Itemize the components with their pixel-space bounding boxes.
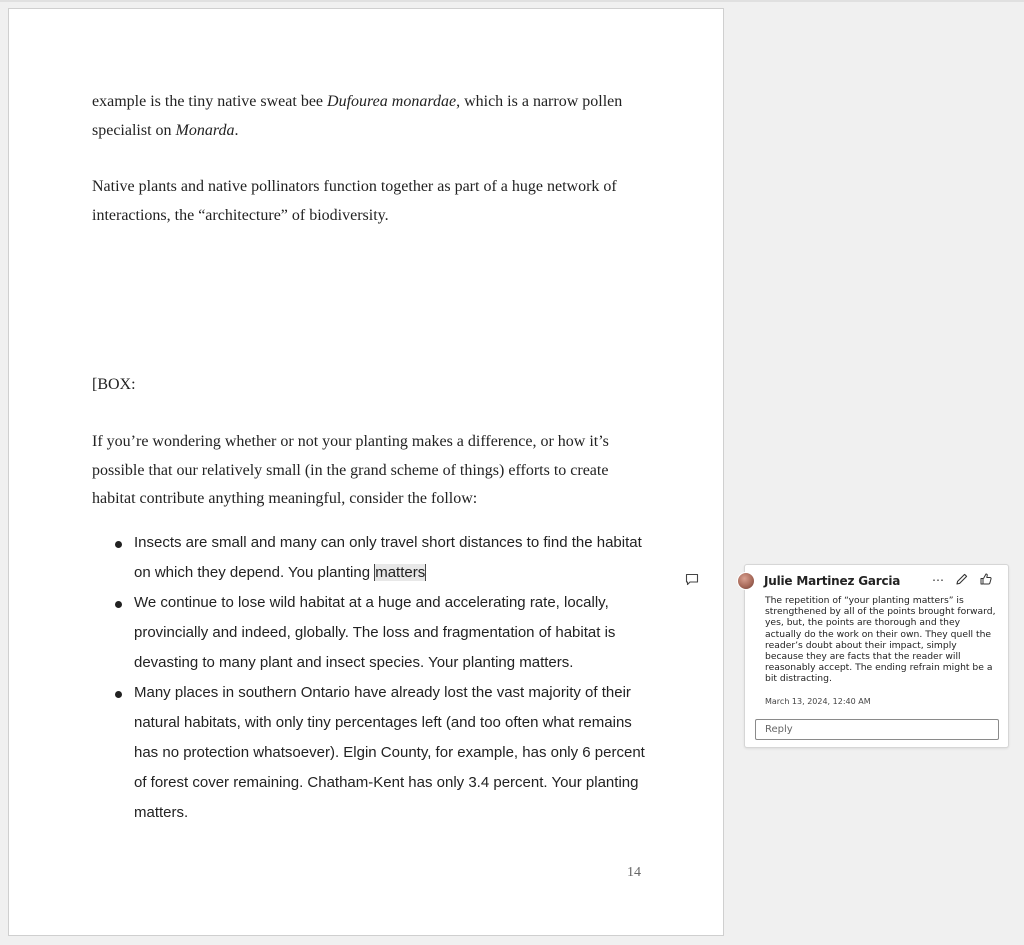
comment-actions (930, 572, 994, 588)
avatar (737, 572, 755, 590)
bullet-icon (115, 541, 122, 548)
edit-icon[interactable] (954, 572, 970, 588)
reply-input[interactable]: Reply (755, 719, 999, 740)
bullet-icon (115, 691, 122, 698)
commented-text-highlight[interactable]: matters (375, 564, 426, 581)
like-icon[interactable] (978, 572, 994, 588)
list-item: Insects are small and many can only travel short distances to find the habitat on which they depend. You planting matters (92, 528, 652, 588)
paragraph-sweat-bee: example is the tiny native sweat bee Dufourea monardae, which is a narrow pollen specialist on Monarda. (92, 93, 623, 139)
comment-timestamp: March 13, 2024, 12:40 AM (765, 697, 871, 706)
comment-body: The repetition of “your planting matters” is strengthened by all of the points brought forward, yes, but, the points are thorough and they actually do the work on their own. They quell the reader’s doubt about their impact, simply because they are facts that the reader will reasonably accept. The ending refrain might be a bit distracting. (765, 595, 996, 685)
paragraph-intro: If you’re wondering whether or not your planting makes a difference, or how it’s possible that our relatively small (in the grand scheme of things) efforts to create habitat contribute anything meaningful, consider the follow: (92, 433, 609, 507)
comment-card[interactable] (744, 564, 1009, 748)
more-options-icon[interactable]: ⋯ (932, 573, 944, 587)
bullet-list (92, 528, 652, 828)
list-item: Many places in southern Ontario have already lost the vast majority of their natural habitats, with only tiny percentages left (and too often what remains has no protection whatsoever). Elgin County, for example, has only 6 percent of forest cover remaining. Chatham-Kent has only 3.4 percent. Your planting matters. (92, 678, 652, 828)
box-marker: [BOX: (92, 376, 136, 393)
list-item: We continue to lose wild habitat at a huge and accelerating rate, locally, provincially and indeed, globally. The loss and fragmentation of habitat is devasting to many plant and insect species. Your planting matters. (92, 588, 652, 678)
comment-marker-icon[interactable] (685, 573, 699, 587)
bullet-icon (115, 601, 122, 608)
document-page[interactable] (8, 8, 724, 936)
paragraph-native-plants: Native plants and native pollinators function together as part of a huge network of interactions, the “architecture” of biodiversity. (92, 178, 617, 224)
comment-author: Julie Martinez Garcia (764, 574, 901, 588)
page-number: 14 (627, 865, 641, 880)
window-top-edge (0, 0, 1024, 2)
